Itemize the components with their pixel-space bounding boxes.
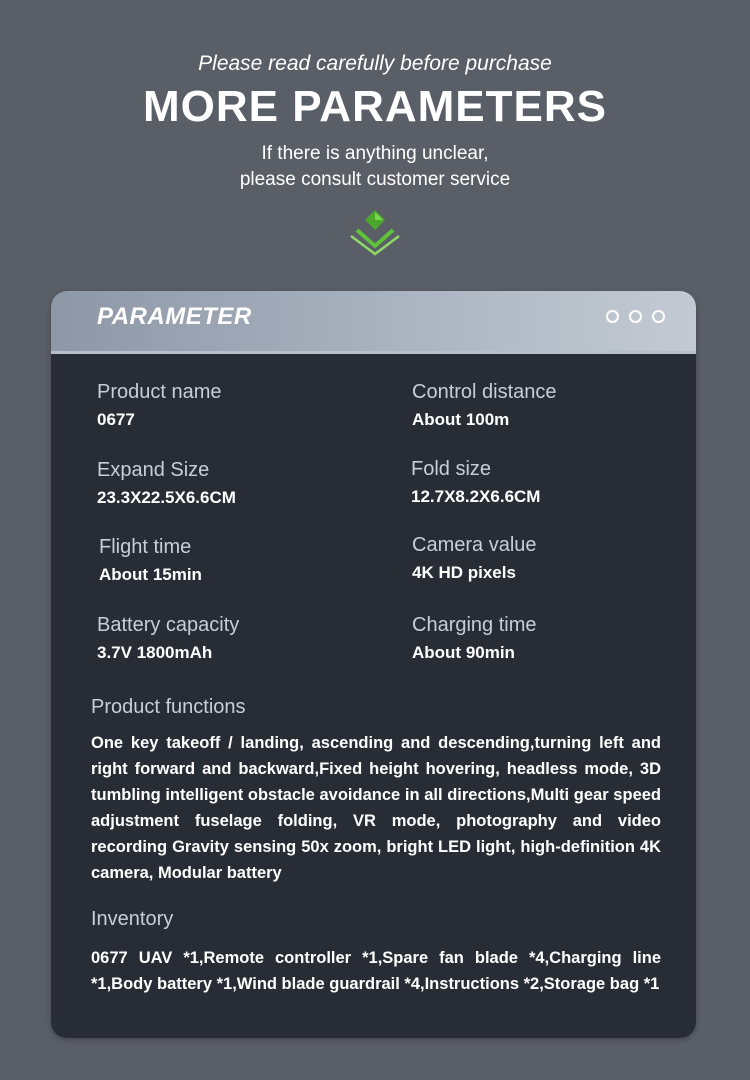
param-value: 0677 [97,410,135,429]
param-value: About 15min [99,565,202,584]
param-expand-size [97,458,367,508]
card-header-title: PARAMETER [97,303,252,330]
inventory-heading: Inventory [91,908,174,930]
param-fold-size [411,457,681,507]
param-label: Expand Size [97,459,210,481]
param-flight-time [99,535,369,585]
param-product-name [97,380,367,430]
param-control-distance [412,380,682,430]
param-value: 4K HD pixels [412,563,516,582]
hero-tagline: Please read carefully before purchase [198,52,552,75]
param-value: About 90min [412,643,515,662]
param-battery-capacity [97,613,367,663]
double-chevron-down-icon [349,208,401,256]
circle-icon [629,310,642,323]
circle-icon [652,310,665,323]
parameter-card [51,291,696,1038]
param-label: Battery capacity [97,614,240,636]
param-value: About 100m [412,410,510,429]
param-label: Flight time [99,536,192,558]
param-label: Camera value [412,534,537,556]
param-label: Product name [97,381,222,403]
param-label: Fold size [411,458,492,480]
param-label: Control distance [412,381,557,403]
param-camera-value [412,533,682,583]
header-dots [606,310,665,323]
card-header [51,291,696,354]
functions-text: One key takeoff / landing, ascending and descending,turning left and right forward and backward,Fixed height hovering, headless mode, 3D tumbling intelligent obstacle avoidance in all directions,Multi gear speed adjustment fuselage folding, VR mode, photography and video recording Gravity sensing 50x zoom, bright LED light, high-definition 4K camera, Modular battery [91,734,661,882]
param-value: 23.3X22.5X6.6CM [97,488,236,507]
param-value: 12.7X8.2X6.6CM [411,487,541,506]
circle-icon [606,310,619,323]
page-title: MORE PARAMETERS [143,82,607,131]
inventory-text: 0677 UAV *1,Remote controller *1,Spare fan blade *4,Charging line *1,Body battery *1,Wind blade guardrail *4,Instructions *2,Storage bag *1 [91,949,661,993]
param-charging-time [412,613,682,663]
hero-note-line1: If there is anything unclear, [261,143,489,164]
param-label: Charging time [412,614,537,636]
hero-note-line2: please consult customer service [239,169,511,190]
functions-heading: Product functions [91,696,246,718]
param-value: 3.7V 1800mAh [97,643,213,662]
